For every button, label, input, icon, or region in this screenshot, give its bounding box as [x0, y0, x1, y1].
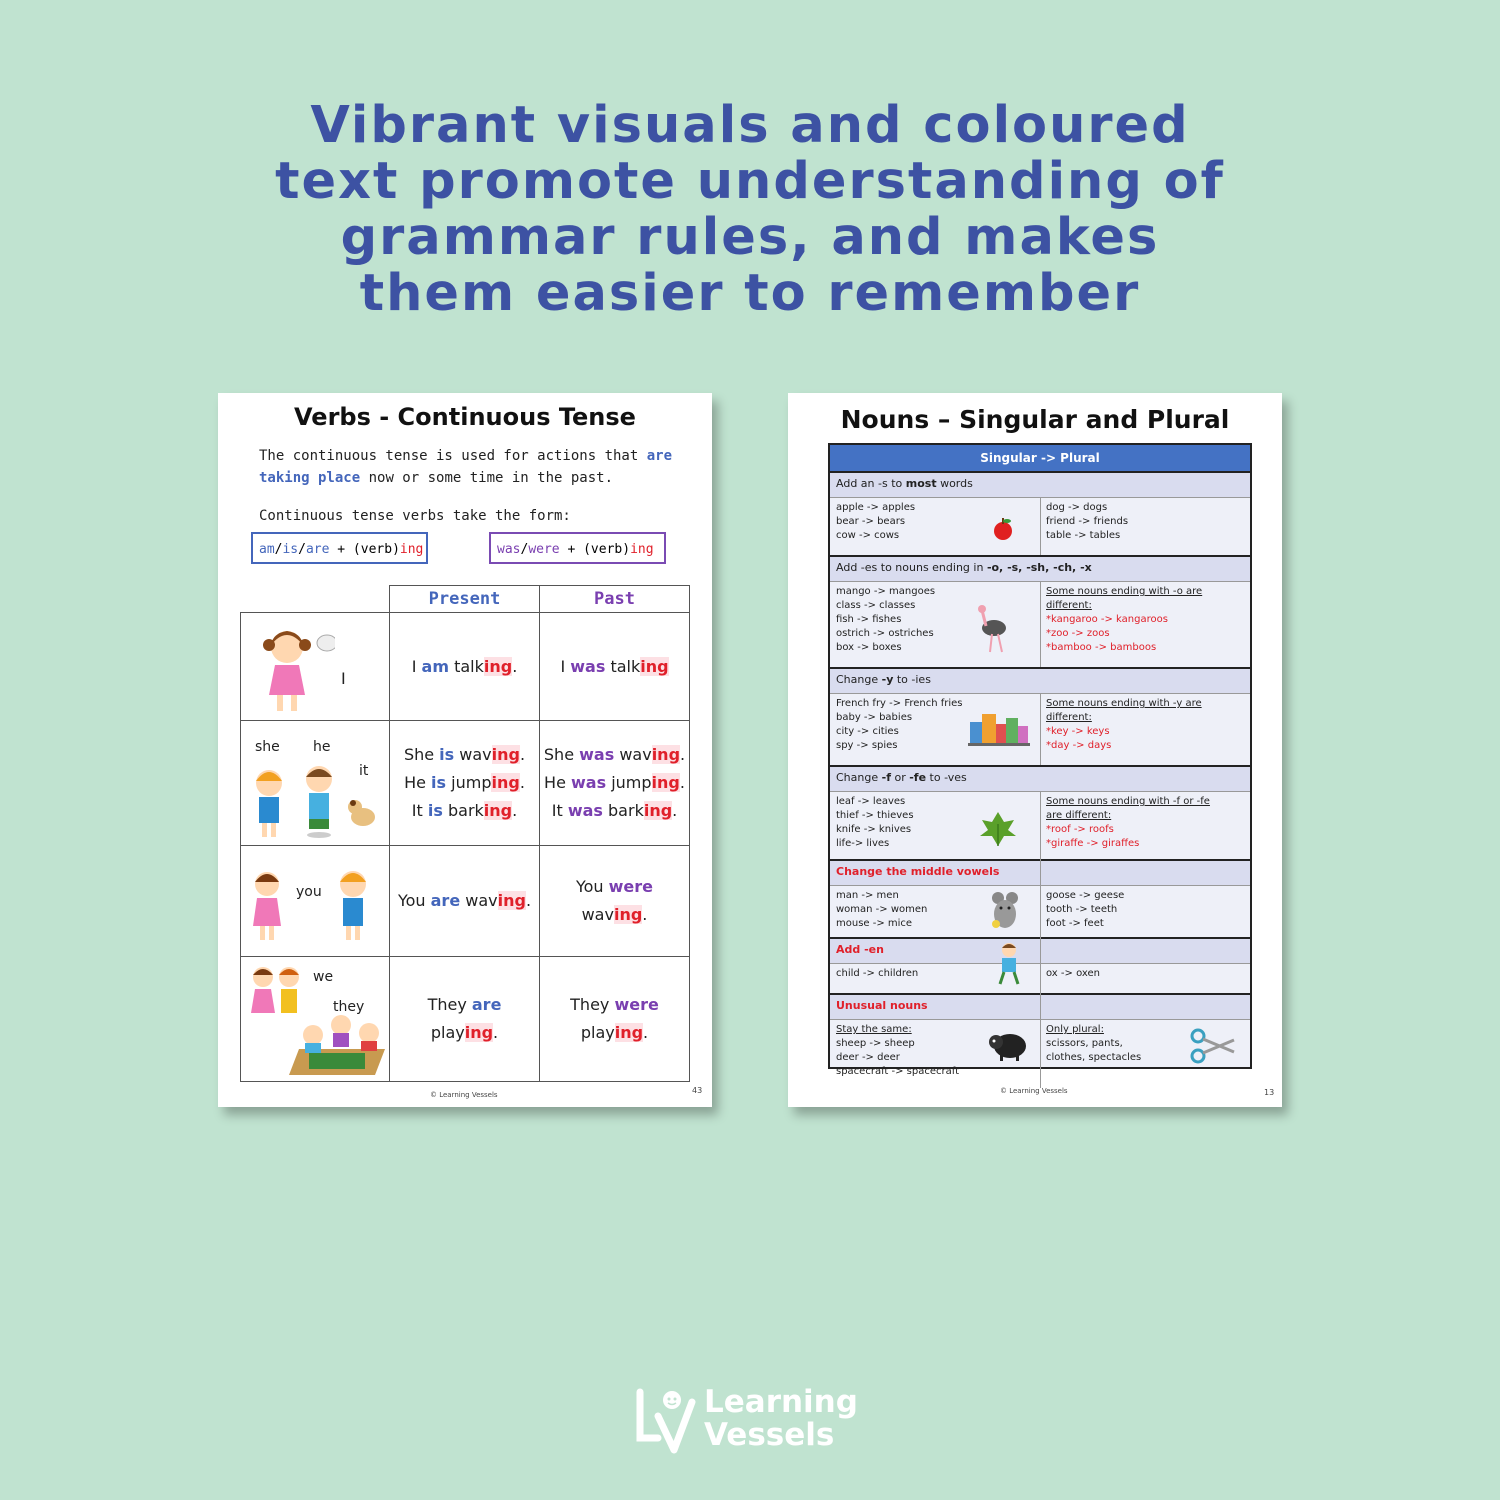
- pronoun-i: I: [341, 669, 346, 688]
- sentence-line: [428, 991, 502, 1019]
- verb-stem: bark: [442, 801, 484, 820]
- examples-right: Some nouns ending with -y are different: *key -> keys *day -> days: [1046, 698, 1202, 751]
- headline-line-3: grammar rules, and makes: [340, 208, 1160, 267]
- pronoun-it: it: [359, 763, 369, 779]
- pronoun-word: She: [543, 745, 580, 764]
- rule-header: Change -y to -ies: [830, 667, 1250, 693]
- auxiliary-verb: was: [570, 656, 606, 676]
- pronoun-word: You: [397, 891, 431, 910]
- pronoun-word: They: [427, 995, 472, 1014]
- sentence-line: [576, 873, 653, 901]
- verb-stem: wav: [614, 745, 652, 764]
- examples-left: child -> children: [836, 968, 919, 979]
- ing-suffix: ing: [643, 801, 673, 820]
- pronoun-word: They: [570, 995, 615, 1014]
- ing-suffix: ing: [464, 1023, 494, 1042]
- pronoun-word: I: [560, 656, 571, 676]
- sentence-line: [404, 769, 525, 797]
- verb-stem: bark: [602, 801, 644, 820]
- auxiliary-verb: were: [614, 995, 659, 1014]
- ing-suffix: ing: [491, 745, 520, 764]
- scissors-icon: [1190, 1028, 1236, 1068]
- rule-examples: [830, 791, 1250, 859]
- sentence-line: [570, 991, 659, 1019]
- column-divider: [1040, 498, 1041, 556]
- verbs-page-footer: © Learning Vessels: [430, 1091, 498, 1099]
- sentence-line: [398, 887, 531, 915]
- learning-vessels-logo: [636, 1386, 876, 1456]
- column-divider: [1040, 859, 1041, 885]
- verbs-worksheet-page: [218, 393, 712, 1107]
- column-divider: [1040, 964, 1041, 994]
- pronoun-word: He: [404, 773, 432, 792]
- full-stop: .: [672, 801, 678, 820]
- city-icon: [968, 710, 1030, 750]
- picture-cell-she-he-it: [240, 720, 390, 846]
- rule-header: Change -f or -fe to -ves: [830, 765, 1250, 791]
- verb-stem: jump: [606, 773, 652, 792]
- past-cell-row-4: [539, 956, 690, 1082]
- past-cell-row-1: [539, 612, 690, 721]
- intro-post: now or some time in the past.: [360, 470, 614, 486]
- auxiliary-verb: are: [471, 995, 502, 1014]
- column-divider: [1040, 886, 1041, 938]
- pronoun-word: It: [411, 801, 428, 820]
- rule-header: Unusual nouns: [830, 993, 1250, 1019]
- rule-examples: [830, 885, 1250, 937]
- nouns-worksheet-page: [788, 393, 1282, 1107]
- sheep-icon: [988, 1028, 1032, 1066]
- sentence-line: [404, 741, 525, 769]
- column-divider: [1040, 792, 1041, 860]
- sentence-line: [412, 653, 518, 681]
- child-icon: [996, 942, 1022, 990]
- girl-talking-icon: [255, 623, 335, 715]
- tense-table: [240, 585, 690, 1085]
- logo-wordmark: [704, 1386, 858, 1452]
- rule-examples: [830, 693, 1250, 765]
- form-is: is: [282, 542, 299, 557]
- present-cell-row-4: [389, 956, 540, 1082]
- auxiliary-verb: was: [571, 773, 607, 792]
- auxiliary-verb: are: [430, 891, 461, 910]
- headline-line-2: text promote understanding of: [275, 152, 1225, 211]
- pronoun-they: they: [333, 999, 365, 1015]
- sentence-line: [570, 1019, 659, 1047]
- verb-stem: wav: [454, 745, 492, 764]
- pronoun-word: She: [403, 745, 440, 764]
- examples-left: man -> men woman -> women mouse -> mice: [836, 890, 928, 929]
- full-stop: .: [512, 801, 518, 820]
- full-stop: .: [680, 745, 686, 764]
- headline-line-1: Vibrant visuals and coloured: [310, 96, 1190, 155]
- sentence-line: [544, 797, 685, 825]
- rule-examples: [830, 963, 1250, 993]
- rule-examples: [830, 497, 1250, 555]
- headline: [0, 98, 1500, 322]
- mouse-icon: [988, 890, 1022, 934]
- verbs-page-number: 43: [692, 1086, 703, 1095]
- rule-examples: [830, 1019, 1250, 1087]
- examples-right: Some nouns ending with -f or -fe are different: *roof -> roofs *giraffe -> giraffes: [1046, 796, 1210, 849]
- children-and-dog-icon: [247, 761, 383, 841]
- examples-right: Only plural: scissors, pants, clothes, spectacles: [1046, 1024, 1142, 1063]
- picture-cell-i: [240, 612, 390, 721]
- column-divider: [1040, 694, 1041, 766]
- nouns-page-number: 13: [1264, 1088, 1275, 1097]
- ing-suffix: ing: [614, 1023, 644, 1042]
- verb-stem: jump: [446, 773, 492, 792]
- two-girls-icon: [245, 864, 385, 944]
- full-stop: .: [642, 905, 648, 924]
- pronoun-word: It: [551, 801, 568, 820]
- intro-highlight: are taking place: [259, 448, 673, 486]
- picture-cell-you: [240, 845, 390, 957]
- pronoun-word: He: [544, 773, 571, 792]
- rule-header: Change the middle vowels: [830, 859, 1250, 885]
- pronoun-word: I: [411, 656, 422, 676]
- pronoun-word: You: [575, 877, 609, 896]
- lv-logo-icon: [636, 1388, 698, 1454]
- sentence-line: [576, 901, 653, 929]
- ing-suffix: ing: [491, 773, 520, 792]
- rule-header: Add an -s to most words: [830, 471, 1250, 497]
- ing-suffix: ing: [613, 905, 643, 924]
- pronoun-we: we: [313, 969, 334, 985]
- picture-cell-we-they: [240, 956, 390, 1082]
- column-divider: [1040, 937, 1041, 963]
- ing-suffix: ing: [483, 656, 513, 676]
- verbs-intro-text: [259, 445, 679, 489]
- examples-left: Stay the same: sheep -> sheep deer -> deer spacecraft -> spacecraft: [836, 1024, 960, 1077]
- verb-stem: play: [430, 1023, 465, 1042]
- plural-rules-table: [828, 443, 1252, 1077]
- pronoun-you: you: [296, 884, 322, 900]
- examples-left: mango -> mangoes class -> classes fish -> fishes ostrich -> ostriches box -> boxes: [836, 586, 936, 653]
- column-divider: [1040, 1020, 1041, 1088]
- intro-pre: The continuous tense is used for actions that: [259, 448, 647, 464]
- auxiliary-verb: is: [431, 773, 447, 792]
- verbs-page-title: Verbs - Continuous Tense: [294, 403, 636, 431]
- pronoun-he: he: [313, 739, 331, 755]
- header-present: Present: [389, 585, 540, 613]
- form-was: was: [497, 542, 521, 557]
- present-cell-row-3: [389, 845, 540, 957]
- ing-suffix: ing: [651, 745, 681, 764]
- form-box-past: was/were + (verb)ing: [489, 532, 666, 564]
- examples-right: goose -> geese tooth -> teeth foot -> feet: [1046, 890, 1125, 929]
- form-instruction: Continuous tense verbs take the form:: [259, 508, 571, 524]
- form-am: am: [259, 542, 275, 557]
- form-present-rest: + (verb): [329, 542, 400, 557]
- verb-stem: talk: [448, 656, 484, 676]
- logo-line-2: Vessels: [704, 1417, 835, 1453]
- table-header: Singular -> Plural: [830, 445, 1250, 471]
- header-past: Past: [539, 585, 690, 613]
- pronoun-she: she: [255, 739, 280, 755]
- ostrich-icon: [978, 604, 1008, 658]
- ing-suffix: ing: [651, 773, 680, 792]
- form-present-ing: ing: [399, 542, 424, 557]
- sentence-line: [560, 653, 668, 681]
- sentence-line: [544, 741, 685, 769]
- form-box-present: am/is/are + (verb)ing: [251, 532, 428, 564]
- examples-left: French fry -> French fries baby -> babies city -> cities spy -> spies: [836, 698, 963, 751]
- full-stop: .: [519, 745, 526, 764]
- form-were: were: [528, 542, 560, 557]
- full-stop: .: [519, 773, 525, 792]
- examples-left: apple -> apples bear -> bears cow -> cows: [836, 502, 916, 541]
- examples-right: ox -> oxen: [1046, 968, 1100, 979]
- headline-line-4: them easier to remember: [359, 264, 1141, 323]
- logo-line-1: Learning: [704, 1384, 858, 1420]
- auxiliary-verb: was: [567, 801, 603, 820]
- full-stop: .: [525, 891, 532, 910]
- ing-suffix: ing: [483, 801, 513, 820]
- full-stop: .: [493, 1023, 499, 1042]
- column-divider: [1040, 582, 1041, 668]
- examples-left: leaf -> leaves thief -> thieves knife -> knives life-> lives: [836, 796, 914, 849]
- ing-suffix: ing: [640, 656, 669, 676]
- examples-right: Some nouns ending with -o are different: *kangaroo -> kangaroos *zoo -> zoos *bamboo -> bamboos: [1046, 586, 1203, 653]
- verb-stem: wav: [460, 891, 498, 910]
- form-past-rest: + (verb): [559, 542, 631, 557]
- leaf-icon: [978, 810, 1018, 852]
- apple-icon: [990, 516, 1016, 546]
- verb-stem: play: [580, 1023, 615, 1042]
- sentence-line: [404, 797, 525, 825]
- auxiliary-verb: is: [427, 801, 443, 820]
- verb-stem: talk: [605, 656, 641, 676]
- auxiliary-verb: is: [439, 745, 455, 764]
- past-cell-row-2: [539, 720, 690, 846]
- auxiliary-verb: was: [579, 745, 615, 764]
- rule-header: Add -en: [830, 937, 1250, 963]
- nouns-page-footer: © Learning Vessels: [1000, 1087, 1068, 1095]
- nouns-page-title: Nouns – Singular and Plural: [840, 405, 1230, 434]
- children-playing-game-icon: [243, 963, 389, 1081]
- present-cell-row-2: [389, 720, 540, 846]
- ing-suffix: ing: [497, 891, 526, 910]
- form-are: are: [305, 542, 330, 557]
- form-past-ing: ing: [630, 542, 654, 557]
- past-cell-row-3: [539, 845, 690, 957]
- auxiliary-verb: am: [421, 656, 449, 676]
- verb-stem: wav: [581, 905, 614, 924]
- column-divider: [1040, 993, 1041, 1019]
- auxiliary-verb: were: [608, 877, 654, 896]
- rule-header: Add -es to nouns ending in -o, -s, -sh, -ch, -x: [830, 555, 1250, 581]
- present-cell-row-1: [389, 612, 540, 721]
- full-stop: .: [512, 656, 518, 676]
- full-stop: .: [679, 773, 685, 792]
- examples-right: dog -> dogs friend -> friends table -> tables: [1046, 502, 1129, 541]
- sentence-line: [544, 769, 685, 797]
- sentence-line: [428, 1019, 502, 1047]
- rule-examples: [830, 581, 1250, 667]
- full-stop: .: [643, 1023, 649, 1042]
